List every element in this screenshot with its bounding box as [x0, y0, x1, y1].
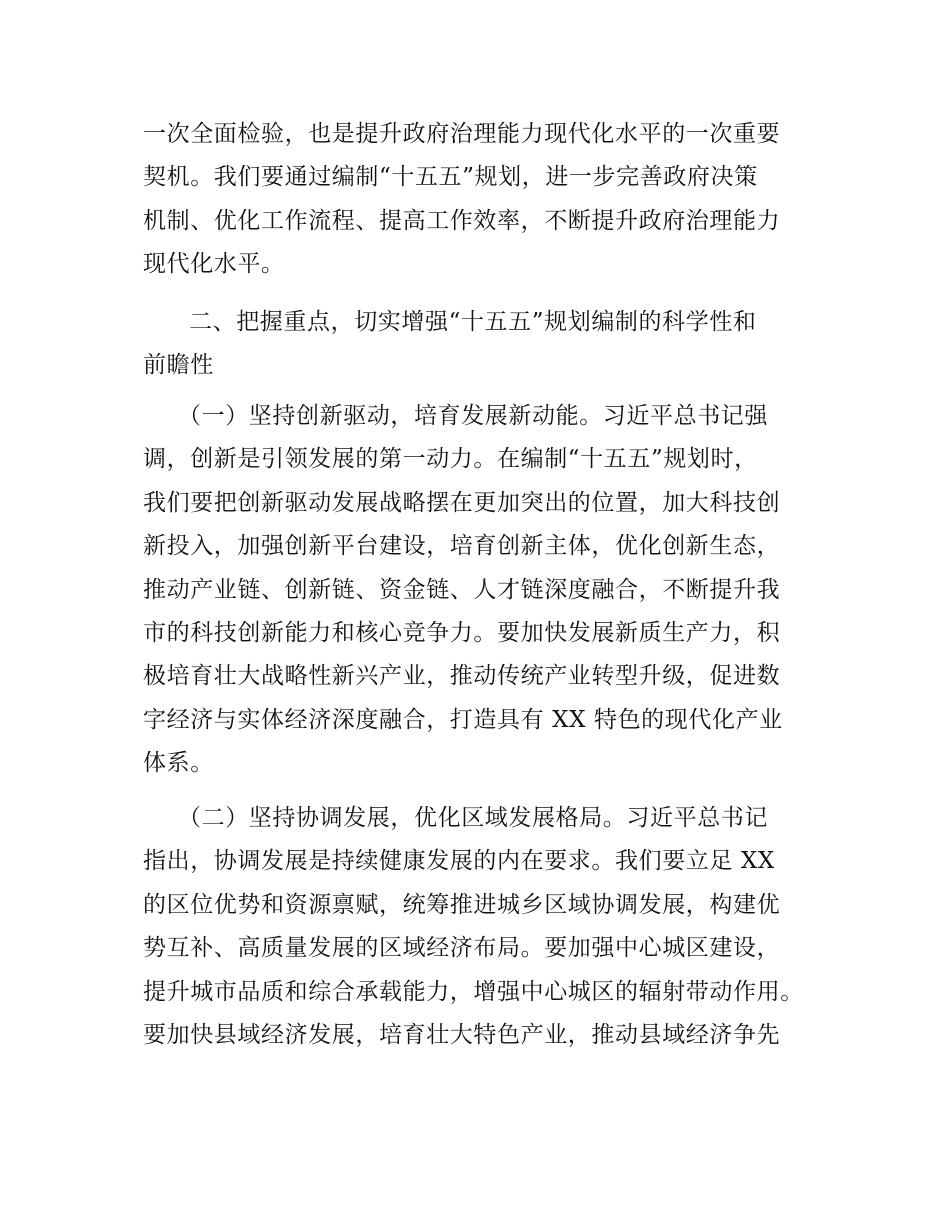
heading-line: 前瞻性 [143, 352, 214, 379]
paragraph-line: 极培育壮大战略性新兴产业，推动传统产业转型升级，促进数 [143, 663, 781, 690]
paragraph-line: 势互补、高质量发展的区域经济布局。要加强中心城区建设， [143, 935, 781, 962]
paragraph-policy-opportunity [143, 113, 823, 287]
paragraph-coordination [143, 797, 823, 1057]
paragraph-line: 新投入，加强创新平台建设，培育创新主体，优化创新生态， [143, 533, 781, 560]
heading-line: 二、把握重点，切实增强“十五五”规划编制的科学性和 [189, 309, 757, 335]
paragraph-line: 要加快县域经济发展，培育壮大特色产业，推动县域经济争先 [143, 1021, 781, 1048]
paragraph-line: 提升城市品质和综合承载能力，增强中心城区的辐射带动作用。 [143, 978, 804, 1005]
paragraph-line: 字经济与实体经济深度融合，打造具有 XX 特色的现代化产业 [143, 706, 783, 733]
paragraph-line: 的区位优势和资源禀赋，统筹推进城乡区域协调发展，构建优 [143, 891, 781, 918]
paragraph-line: （二）坚持协调发展，优化区域发展格局。习近平总书记 [178, 805, 768, 831]
paragraph-line: 调，创新是引领发展的第一动力。在编制“十五五”规划时， [143, 446, 758, 473]
paragraph-line: 指出，协调发展是持续健康发展的内在要求。我们要立足 XX [143, 848, 775, 875]
paragraph-line: 机制、优化工作流程、提高工作效率，不断提升政府治理能力 [143, 207, 781, 234]
paragraph-line: 我们要把创新驱动发展战略摆在更加突出的位置，加大科技创 [143, 489, 781, 516]
paragraph-line: 现代化水平。 [143, 251, 285, 278]
paragraph-innovation [143, 395, 823, 786]
paragraph-line: 契机。我们要通过编制“十五五”规划，进一步完善政府决策 [143, 164, 758, 191]
paragraph-line: 一次全面检验，也是提升政府治理能力现代化水平的一次重要 [143, 121, 781, 147]
paragraph-line: 市的科技创新能力和核心竞争力。要加快发展新质生产力，积 [143, 619, 781, 646]
paragraph-line: 推动产业链、创新链、资金链、人才链深度融合，不断提升我 [143, 576, 781, 603]
paragraph-line: 体系。 [143, 750, 214, 777]
section-heading-two [143, 301, 823, 388]
paragraph-line: （一）坚持创新驱动，培育发展新动能。习近平总书记强 [178, 403, 768, 429]
